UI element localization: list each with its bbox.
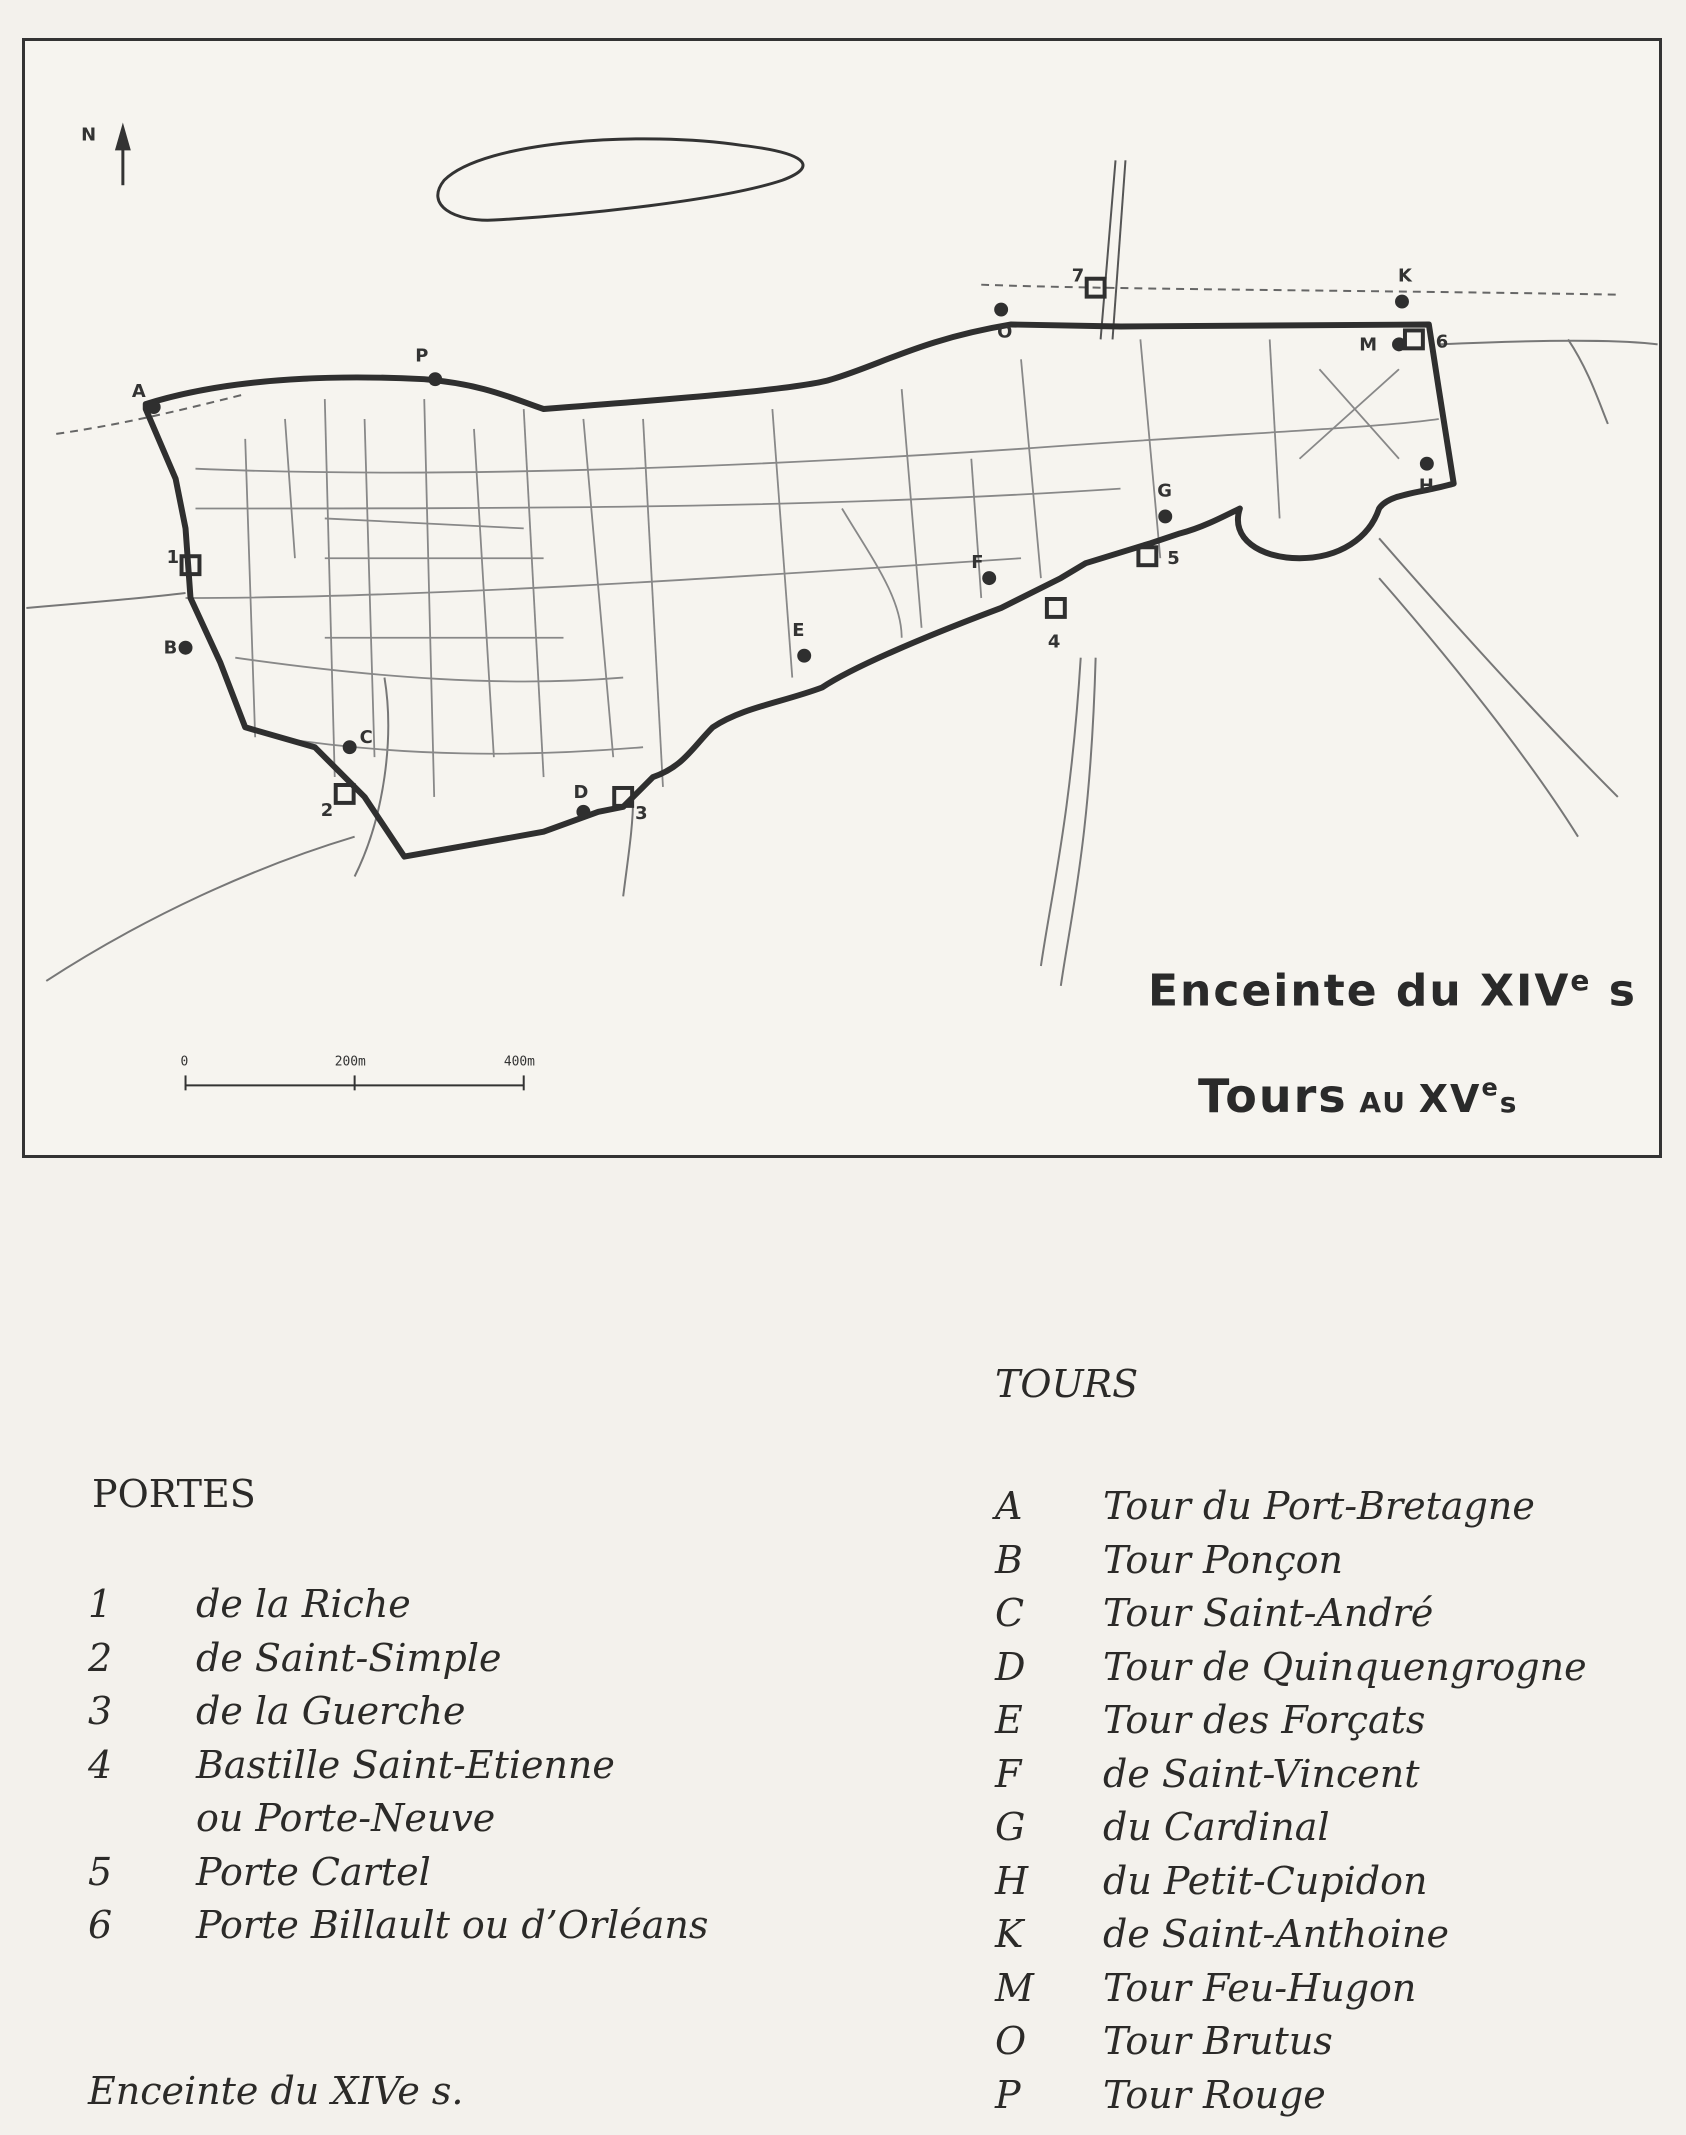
gate-marker [1047,599,1065,617]
porte-row [88,1578,708,1632]
porte-name: Porte Cartel [196,1849,431,1894]
tower-label: K [1398,265,1412,287]
porte-row [88,1632,708,1686]
tour-row [995,1694,1587,1748]
tour-row [995,1587,1587,1641]
gate-label: 4 [1047,631,1061,653]
porte-number: 4 [88,1742,113,1787]
map-title-enceinte: Enceinte du XIVe s [1148,964,1637,1017]
map-title-tours: Tours AU XVes [1198,1069,1519,1123]
enceinte-footer: Enceinte du XIVe s. [88,2069,464,2113]
porte-row [88,1792,708,1846]
tower-marker [147,400,161,414]
tour-name: Tour Ponçon [1103,1537,1344,1582]
tour-name: Tour des Forçats [1103,1698,1426,1742]
gate-label: 7 [1071,265,1085,287]
tour-name: de Saint-Vincent [1103,1751,1420,1796]
porte-number: 6 [88,1903,113,1947]
tour-letter: B [995,1537,1023,1582]
tour-name: du Petit-Cupidon [1103,1858,1428,1903]
porte-row [88,1685,708,1739]
tour-row [995,1748,1587,1802]
tower-label: B [163,637,178,659]
porte-row [88,1846,708,1900]
tower-label: M [1359,334,1378,356]
gate-marker [1405,330,1423,348]
gate-label: 1 [166,547,180,569]
tower-marker [1158,509,1172,523]
tour-row [995,1480,1587,1534]
portes-list [88,1578,708,1953]
tour-letter: M [995,1965,1034,2010]
tour-name: Tour de Quinquengrogne [1103,1644,1587,1689]
tour-row [995,1641,1587,1695]
tour-row [995,1855,1587,1909]
tower-marker [576,805,590,819]
gate-label: 2 [320,799,334,821]
tour-letter: E [995,1698,1023,1742]
tower-label: F [971,552,984,574]
tour-letter: G [995,1805,1026,1849]
tower-label: C [359,727,373,749]
tower-label: O [997,321,1013,343]
river-bank-north [56,285,1618,434]
tower-label: A [131,381,146,403]
tours-list [995,1480,1587,2122]
scale-label-200m: 200m [334,1054,366,1070]
bridge [1101,160,1126,339]
tower-label: G [1157,480,1172,502]
river-island [438,139,803,220]
gate-label: 3 [635,802,648,824]
street-grid [186,339,1439,797]
tour-name: Tour Brutus [1103,2019,1333,2063]
porte-name: de Saint-Simple [196,1635,502,1680]
tower-marker [179,641,193,655]
tower-label: D [573,781,589,803]
tour-letter: P [995,2072,1021,2117]
gate-label: 5 [1167,548,1180,570]
tour-row [995,1534,1587,1588]
porte-name: de la Riche [196,1582,411,1626]
porte-name: de la Guerche [196,1689,466,1733]
north-arrow [81,123,131,186]
north-label: N [81,124,97,146]
tower-marker [797,649,811,663]
gate-marker [1138,547,1156,565]
tower-marker [1395,295,1409,309]
porte-number: 5 [88,1849,113,1894]
tour-name: Tour du Port-Bretagne [1103,1484,1535,1528]
tower-label: H [1418,475,1434,497]
tower-label: P [415,345,429,367]
porte-name: ou Porte-Neuve [196,1796,496,1840]
porte-number: 2 [88,1635,113,1680]
tower-marker [343,740,357,754]
scale-bar [181,1054,536,1090]
tour-row [995,1801,1587,1855]
porte-row [88,1739,708,1793]
tour-row [995,1962,1587,2016]
tour-name: Tour Rouge [1103,2072,1326,2117]
tour-letter: K [995,1912,1024,1956]
tour-letter: A [995,1484,1023,1528]
gate-label: 6 [1435,331,1449,353]
tour-row [995,2015,1587,2069]
porte-row [88,1899,708,1953]
porte-number: 3 [88,1689,113,1733]
tour-letter: O [995,2019,1027,2063]
porte-name: Porte Billault ou d’Orléans [196,1903,709,1947]
porte-number [88,1792,196,1846]
tour-row [995,2069,1587,2123]
scale-label-400m: 400m [503,1054,535,1070]
tour-name: Tour Saint-André [1103,1591,1434,1635]
tour-row [995,1908,1587,1962]
tower-marker [1420,457,1434,471]
tower-label: E [792,619,805,641]
tour-letter: D [995,1644,1026,1689]
porte-name: Bastille Saint-Etienne [196,1742,615,1787]
city-wall [146,324,1454,856]
portes-heading: PORTES [92,1472,256,1516]
tower-marker [428,372,442,386]
porte-number: 1 [88,1582,113,1626]
tower-marker [982,571,996,585]
tour-name: de Saint-Anthoine [1103,1912,1449,1956]
tour-name: Tour Feu-Hugon [1103,1965,1417,2010]
map-frame [22,38,1662,1158]
scale-label-zero: 0 [180,1054,189,1070]
tower-marker [994,303,1008,317]
tour-letter: C [995,1591,1025,1635]
tour-letter: F [995,1751,1022,1796]
gate-marker [336,785,354,803]
tour-letter: H [995,1858,1029,1903]
tours-heading: TOURS [995,1362,1139,1406]
tour-name: du Cardinal [1103,1805,1330,1849]
